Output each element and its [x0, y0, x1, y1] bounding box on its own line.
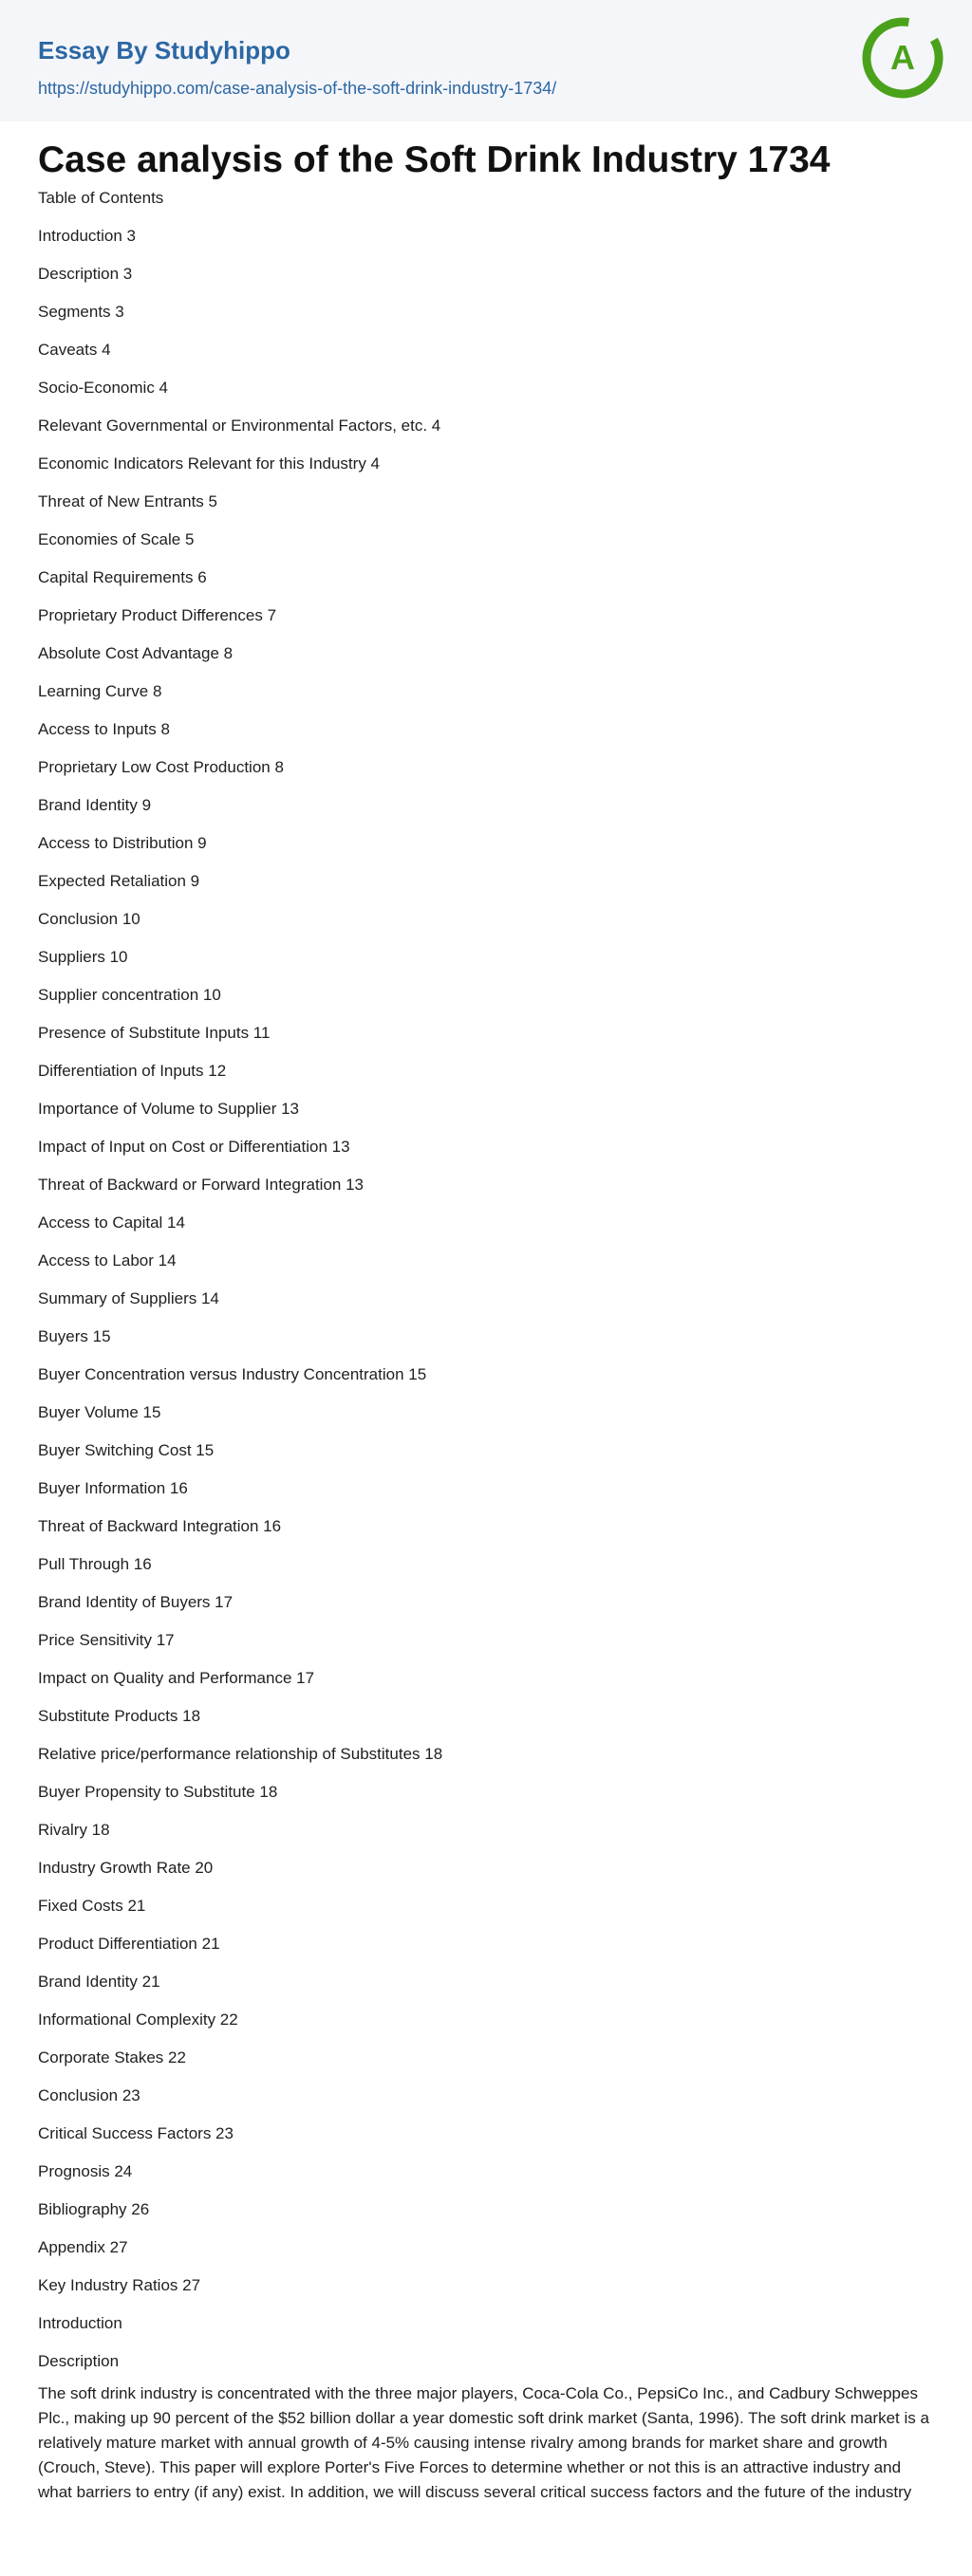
- toc-item: Fixed Costs 21: [38, 1897, 146, 1915]
- toc-item: Substitute Products 18: [38, 1707, 201, 1725]
- toc-item: Impact of Input on Cost or Differentiation 13: [38, 1138, 350, 1156]
- source-url-link[interactable]: https://studyhippo.com/case-analysis-of-the-soft-drink-industry-1734/: [38, 79, 557, 98]
- site-brand[interactable]: Essay By Studyhippo: [38, 36, 290, 65]
- toc-item: Importance of Volume to Supplier 13: [38, 1100, 299, 1118]
- toc-item: Impact on Quality and Performance 17: [38, 1669, 315, 1687]
- toc-item: Buyer Propensity to Substitute 18: [38, 1783, 278, 1801]
- site-header: [0, 0, 972, 121]
- toc-item: Appendix 27: [38, 2238, 128, 2256]
- toc-item: Bibliography 26: [38, 2200, 150, 2218]
- toc-item: Absolute Cost Advantage 8: [38, 644, 234, 662]
- toc-item: Key Industry Ratios 27: [38, 2276, 201, 2294]
- page-title: Case analysis of the Soft Drink Industry 1734: [38, 139, 831, 180]
- toc-item: Description: [38, 2352, 120, 2370]
- toc-item: Summary of Suppliers 14: [38, 1289, 219, 1307]
- toc-item: Informational Complexity 22: [38, 2011, 238, 2029]
- toc-item: Corporate Stakes 22: [38, 2048, 186, 2066]
- toc-item: Economic Indicators Relevant for this Industry 4: [38, 454, 380, 473]
- table-of-contents: [38, 184, 949, 2385]
- toc-item: Access to Inputs 8: [38, 720, 170, 738]
- toc-item: Caveats 4: [38, 341, 111, 359]
- toc-item: Product Differentiation 21: [38, 1935, 220, 1953]
- toc-item: Prognosis 24: [38, 2162, 133, 2180]
- toc-item: Threat of Backward or Forward Integration 13: [38, 1176, 364, 1194]
- toc-item: Pull Through 16: [38, 1555, 152, 1573]
- toc-item: Supplier concentration 10: [38, 986, 221, 1004]
- toc-heading: Table of Contents: [38, 189, 164, 207]
- toc-item: Buyer Switching Cost 15: [38, 1441, 215, 1459]
- toc-item: Access to Labor 14: [38, 1251, 177, 1269]
- toc-item: Segments 3: [38, 303, 124, 321]
- toc-item: Rivalry 18: [38, 1821, 110, 1839]
- toc-item: Conclusion 23: [38, 2086, 140, 2104]
- toc-item: Socio-Economic 4: [38, 379, 169, 397]
- toc-item: Buyer Concentration versus Industry Concentration 15: [38, 1365, 427, 1383]
- toc-item: Capital Requirements 6: [38, 568, 207, 586]
- toc-item: Access to Distribution 9: [38, 834, 207, 852]
- toc-item: Relevant Governmental or Environmental Factors, etc. 4: [38, 417, 441, 435]
- toc-item: Introduction 3: [38, 227, 137, 245]
- toc-item: Conclusion 10: [38, 910, 140, 928]
- toc-item: Proprietary Product Differences 7: [38, 606, 277, 624]
- toc-item: Buyer Volume 15: [38, 1403, 161, 1421]
- toc-item: Proprietary Low Cost Production 8: [38, 758, 284, 776]
- toc-item: Critical Success Factors 23: [38, 2124, 234, 2142]
- toc-item: Brand Identity 9: [38, 796, 152, 814]
- toc-item: Access to Capital 14: [38, 1214, 185, 1232]
- toc-item: Threat of New Entrants 5: [38, 492, 217, 510]
- toc-item: Price Sensitivity 17: [38, 1631, 175, 1649]
- toc-item: Buyer Information 16: [38, 1479, 188, 1497]
- toc-item: Brand Identity 21: [38, 1973, 160, 1991]
- toc-item: Economies of Scale 5: [38, 530, 195, 548]
- toc-item: Presence of Substitute Inputs 11: [38, 1024, 271, 1042]
- toc-item: Relative price/performance relationship of Substitutes 18: [38, 1745, 443, 1763]
- toc-item: Expected Retaliation 9: [38, 872, 200, 890]
- toc-item: Introduction: [38, 2314, 122, 2332]
- toc-item: Threat of Backward Integration 16: [38, 1517, 282, 1535]
- studyhippo-logo-icon[interactable]: [860, 15, 945, 101]
- toc-item: Brand Identity of Buyers 17: [38, 1593, 234, 1611]
- toc-item: Learning Curve 8: [38, 682, 162, 700]
- toc-item: Industry Growth Rate 20: [38, 1859, 214, 1877]
- description-paragraph: The soft drink industry is concentrated with the three major players, Coca-Cola Co., PepsiCo Inc., and Cadbury Schweppes Plc., making up 90 percent of the $52 billion dollar a year domestic soft drink market (Santa, 1996). The soft drink market is a relatively mature market with annual growth of 4-5% causing intense rivalry among brands for market share and growth (Crouch, Steve). This paper will explore Porter's Five Forces to determine whether or not this is an attractive industry and what barriers to entry (if any) exist. In addition, we will discuss several critical success factors and the future of the industry: [38, 2384, 929, 2501]
- toc-item: Buyers 15: [38, 1327, 111, 1345]
- toc-item: Differentiation of Inputs 12: [38, 1062, 227, 1080]
- toc-item: Suppliers 10: [38, 948, 128, 966]
- toc-item: Description 3: [38, 265, 133, 283]
- logo-letter: A: [890, 38, 915, 77]
